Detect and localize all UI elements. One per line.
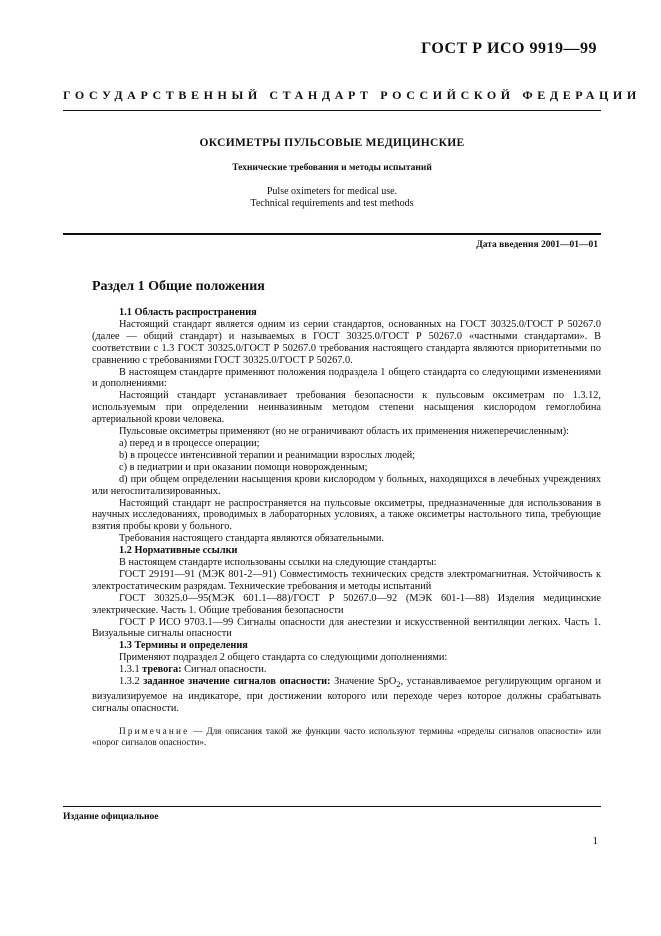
paragraph: Требования настоящего стандарта являются обязательными. bbox=[119, 533, 384, 545]
term-name: тревога: bbox=[142, 664, 182, 676]
list-item: c) в педиатрии и при оказании помощи новорожденным; bbox=[119, 461, 368, 473]
term-text-cont: , устанавливаемое регулирующим органом и визуализируемое на индикаторе, при достижении которого или переходе через которое должны срабатывать сигналы опасности. bbox=[92, 676, 601, 714]
term-number: 1.3.1 bbox=[119, 664, 140, 676]
paragraph: Настоящий стандарт не распространяется на пульсовые оксиметры, предназначенные для использования в научных исследованиях, проводимых в лабораторных условиях, а также оксиметры настольного типа, требующие взятия пробы крови у больного. bbox=[92, 497, 601, 533]
section-heading: Раздел 1 Общие положения bbox=[92, 279, 265, 294]
term-text: Значение SpO bbox=[334, 676, 397, 688]
term-subscript: 2 bbox=[396, 679, 401, 690]
term-name: заданное значение сигналов опасности: bbox=[143, 676, 331, 688]
english-title-line2: Technical requirements and test methods bbox=[250, 198, 414, 209]
list-item: a) перед и в процессе операции; bbox=[119, 437, 260, 449]
term-text: Сигнал опасности. bbox=[184, 664, 267, 676]
term-definition bbox=[92, 664, 601, 676]
reference-item: ГОСТ Р ИСО 9703.1—99 Сигналы опасности для анестезии и искусственной вентиляции легких. Часть 1. Визуальные сигналы опасности bbox=[92, 616, 601, 640]
header-divider bbox=[63, 110, 601, 111]
document-subtitle: Технические требования и методы испытаний bbox=[232, 163, 432, 173]
footer-divider bbox=[63, 806, 601, 807]
term-definition bbox=[92, 676, 601, 715]
note-text: — Для описания такой же функции часто используют термины «пределы сигналов опасности» или «порог сигналов опасности». bbox=[92, 725, 601, 747]
subsection-heading-1-2: 1.2 Нормативные ссылки bbox=[119, 545, 238, 557]
document-title: ОКСИМЕТРЫ ПУЛЬСОВЫЕ МЕДИЦИНСКИЕ bbox=[199, 137, 465, 149]
paragraph: В настоящем стандарте использованы ссылки на следующие стандарты: bbox=[119, 557, 437, 569]
paragraph: В настоящем стандарте применяют положения подраздела 1 общего стандарта со следующими изменениями и дополнениями: bbox=[92, 366, 601, 390]
list-item: d) при общем определении насыщения крови кислородом у больных, находящихся в лечебных учреждениях или негоспитализированных. bbox=[92, 473, 601, 497]
term-number: 1.3.2 bbox=[119, 676, 140, 688]
reference-item: ГОСТ 29191—91 (МЭК 801-2—91) Совместимость технических средств электромагнитная. Устойчивость к электростатическим разрядам. Технические требования и методы испытаний bbox=[92, 568, 601, 592]
state-standard-banner: ГОСУДАРСТВЕННЫЙ СТАНДАРТ РОССИЙСКОЙ ФЕДЕРАЦИИ bbox=[63, 88, 641, 102]
english-title-line1: Pulse oximeters for medical use. bbox=[266, 186, 398, 197]
official-edition-label: Издание официальное bbox=[63, 812, 159, 822]
paragraph: Настоящий стандарт является одним из серии стандартов, основанных на ГОСТ 30325.0/ГОСТ Р 50267.0 (далее — общий стандарт) и называемых в ГОСТ 30325.0/ГОСТ Р 50267.0 «частными стандартами». В соответствии с 1.3 ГОСТ 30325.0/ГОСТ Р 50267.0 требования настоящего стандарта являются приоритетными по сравнению с требованиями ГОСТ 30325.0/ГОСТ Р 50267.0. bbox=[92, 318, 601, 366]
note-label: Примечание bbox=[119, 725, 190, 736]
english-title bbox=[63, 186, 601, 210]
paragraph: Пульсовые оксиметры применяют (но не ограничивают область их применения нижеперечисленным): bbox=[119, 426, 570, 438]
paragraph: Настоящий стандарт устанавливает требования безопасности к пульсовым оксиметрам по 1.3.12, используемым при определении неинвазивным методом степени насыщения кислородом гемоглобина артериальной крови человека. bbox=[92, 390, 601, 426]
document-code: ГОСТ Р ИСО 9919—99 bbox=[421, 40, 597, 57]
title-divider bbox=[63, 233, 601, 235]
subsection-heading-1-3: 1.3 Термины и определения bbox=[119, 640, 248, 652]
page-number: 1 bbox=[592, 835, 598, 847]
body-text bbox=[92, 307, 601, 748]
subsection-heading-1-1: 1.1 Область распространения bbox=[119, 307, 257, 318]
reference-item: ГОСТ 30325.0—95(МЭК 601.1—88)/ГОСТ Р 50267.0—92 (МЭК 601-1—88) Изделия медицинские электрические. Часть 1. Общие требования безопасности bbox=[92, 592, 601, 616]
note bbox=[92, 726, 601, 748]
list-item: b) в процессе интенсивной терапии и реанимации взрослых людей; bbox=[119, 449, 416, 461]
paragraph: Применяют подраздел 2 общего стандарта со следующими дополнениями: bbox=[119, 652, 448, 664]
introduction-date: Дата введения 2001—01—01 bbox=[476, 240, 598, 250]
